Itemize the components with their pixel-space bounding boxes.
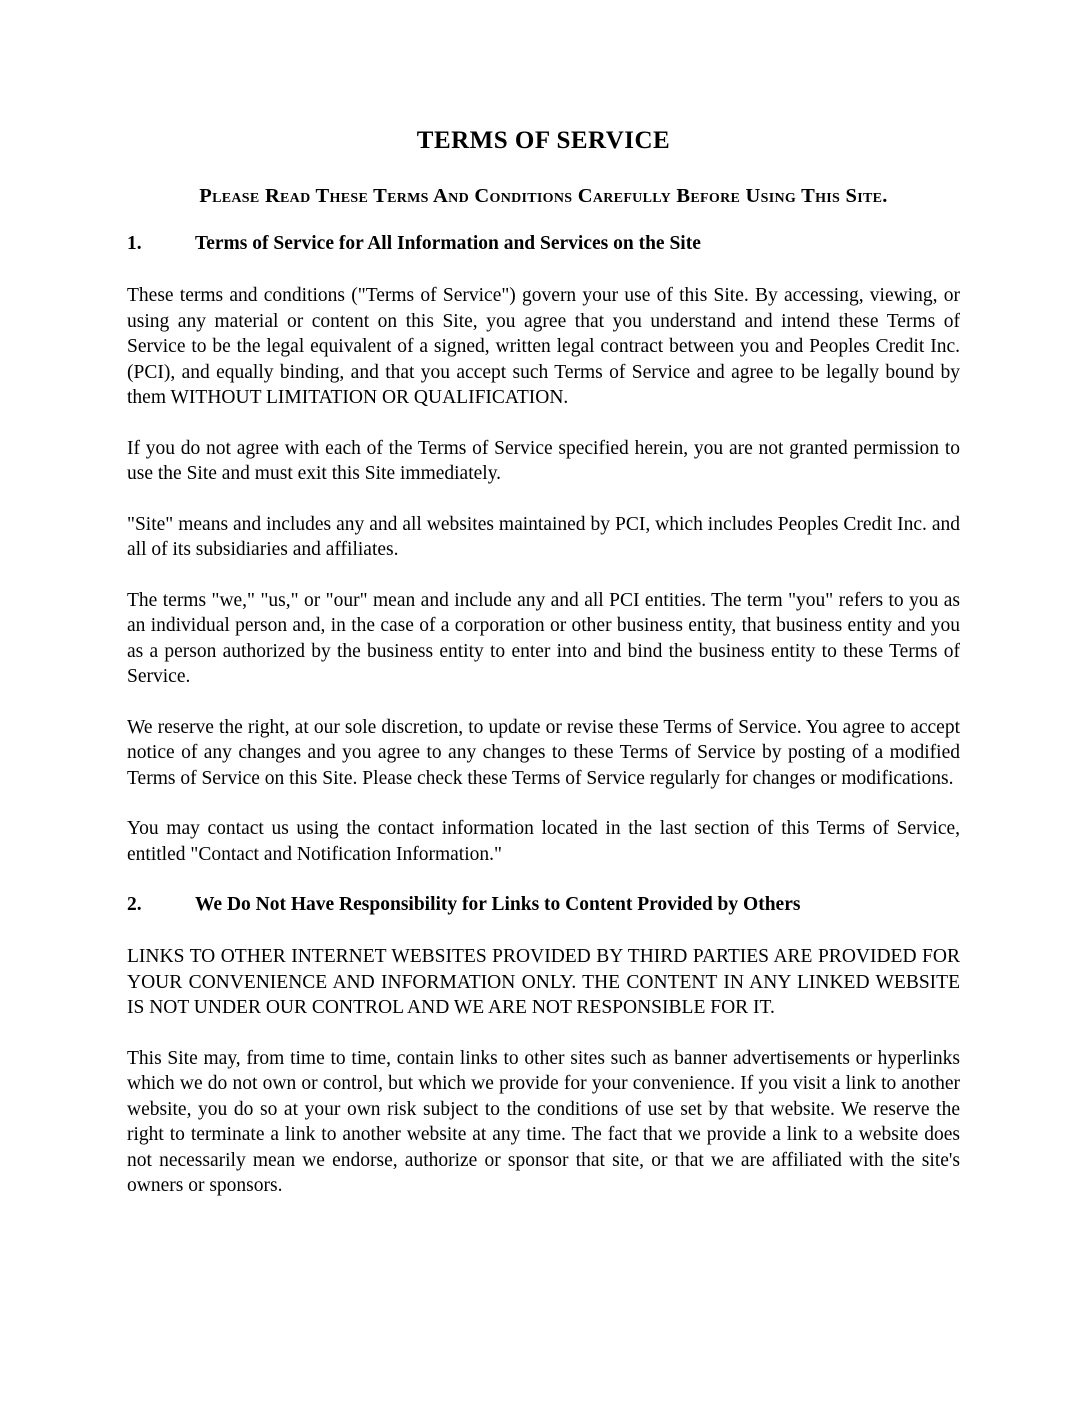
- paragraph: The terms "we," "us," or "our" mean and include any and all PCI entities. The term "you" refers to you as an individual person and, in the case of a corporation or other business entity, that business entity and you as a person authorized by the business entity to enter into and bind the business entity to these Terms of Service.: [127, 589, 960, 687]
- paragraph: If you do not agree with each of the Terms of Service specified herein, you are not granted permission to use the Site and must exit this Site immediately.: [127, 437, 960, 484]
- paragraph: This Site may, from time to time, contain links to other sites such as banner advertisements or hyperlinks which we do not own or control, but which we provide for your convenience. If you visit a link to another website, you do so at your own risk subject to the conditions of use set by that website. We reserve the right to terminate a link to another website at any time. The fact that we provide a link to a website does not necessarily mean we endorse, authorize or sponsor that site, or that we are affiliated with the site's owners or sponsors.: [127, 1047, 960, 1196]
- section-number: 2.: [127, 894, 142, 915]
- document-subtitle: Please Read These Terms And Conditions Carefully Before Using This Site.: [199, 185, 888, 207]
- section-title: We Do Not Have Responsibility for Links to Content Provided by Others: [195, 894, 801, 915]
- paragraph: LINKS TO OTHER INTERNET WEBSITES PROVIDED BY THIRD PARTIES ARE PROVIDED FOR YOUR CONVENIENCE AND INFORMATION ONLY. THE CONTENT IN ANY LINKED WEBSITE IS NOT UNDER OUR CONTROL AND WE ARE NOT RESPONSIBLE FOR IT.: [127, 946, 960, 1018]
- paragraph: You may contact us using the contact information located in the last section of this Terms of Service, entitled "Contact and Notification Information.": [127, 818, 960, 865]
- section-title: Terms of Service for All Information and Services on the Site: [195, 233, 701, 254]
- page-title: TERMS OF SERVICE: [416, 127, 671, 154]
- paragraph: "Site" means and includes any and all websites maintained by PCI, which includes Peoples Credit Inc. and all of its subsidiaries and affiliates.: [127, 513, 960, 560]
- section-number: 1.: [127, 233, 142, 254]
- paragraph: We reserve the right, at our sole discretion, to update or revise these Terms of Service. You agree to accept notice of any changes and you agree to any changes to these Terms of Service by posting of a modified Terms of Service on this Site. Please check these Terms of Service regularly for changes or modifications.: [127, 716, 960, 789]
- section-heading-1: [127, 231, 960, 256]
- section-heading-2: [127, 892, 960, 917]
- paragraph: These terms and conditions ("Terms of Service") govern your use of this Site. By accessing, viewing, or using any material or content on this Site, you agree that you understand and intend these Terms of Service to be the legal equivalent of a signed, written legal contract between you and Peoples Credit Inc. (PCI), and equally binding, and that you accept such Terms of Service and agree to be legally bound by them WITHOUT LIMITATION OR QUALIFICATION.: [127, 285, 960, 408]
